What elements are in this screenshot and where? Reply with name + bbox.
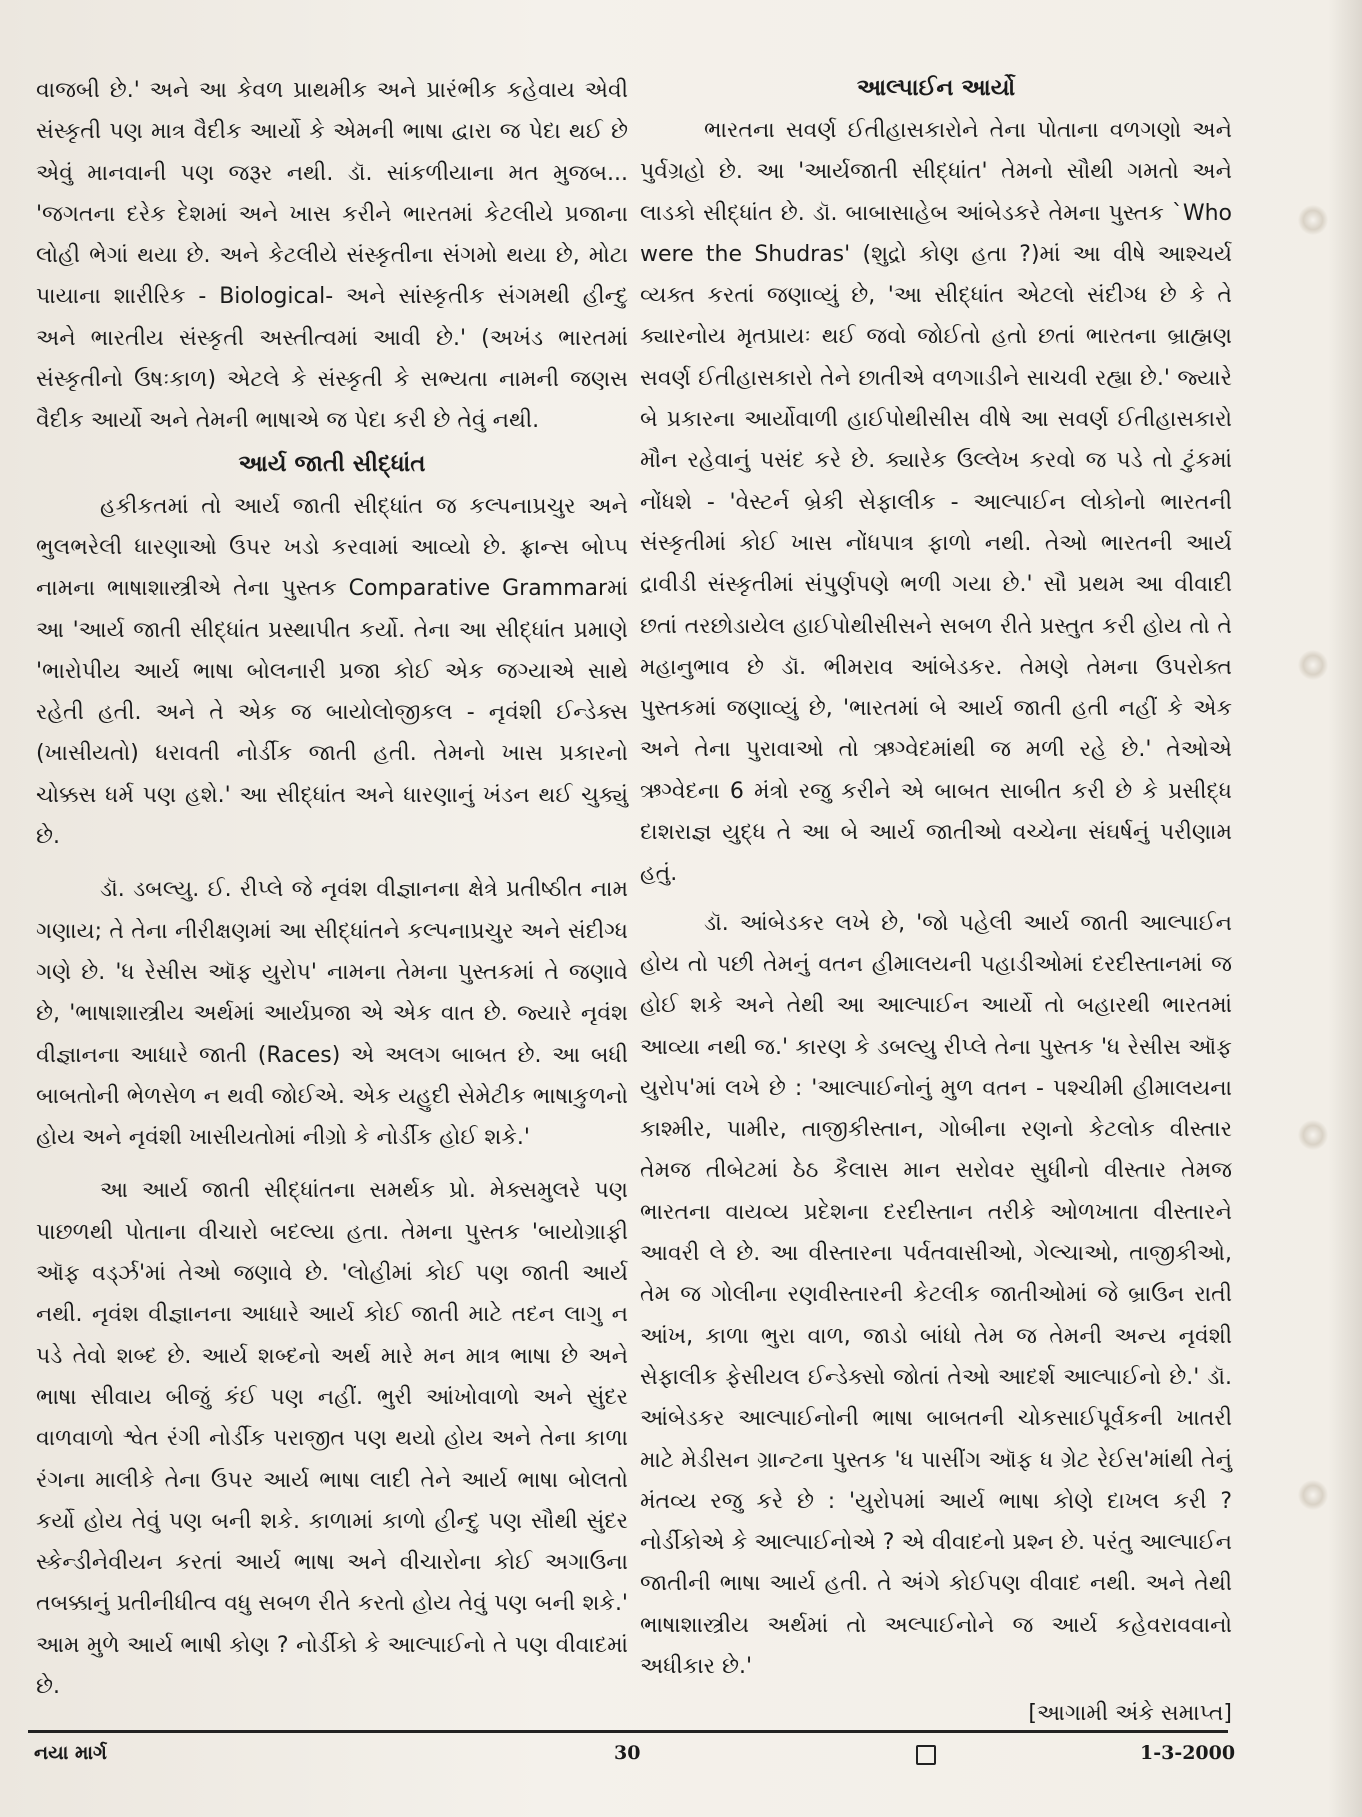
issue-date: 1-3-2000 (1140, 1742, 1236, 1764)
binding-hole-icon (1298, 650, 1328, 680)
page-number: 30 (614, 1742, 641, 1764)
section-heading: આર્ય જાતી સીદ્ધાંત (238, 450, 426, 477)
paragraph: ડૉ. ડબલ્યુ. ઈ. રીપ્લે જે નૃવંશ વીજ્ઞાનના ક્ષેત્રે પ્રતીષ્ઠીત નામ ગણાય; તે તેના નીરીક્ષણમાં આ સીદ્ધાંતને કલ્પનાપ્રચુર અને સંદીગ્ધ ગણે છે. 'ધ રેસીસ ઑફ યુરોપ' નામના તેમના પુસ્તકમાં તે જણાવે છે, 'ભાષાશાસ્ત્રીય અર્થમાં આર્યપ્રજા એ એક વાત છે. જ્યારે નૃવંશ વીજ્ઞાનના આધારે જાતી (Races) એ અલગ બાબત છે. આ બધી બાબતોની ભેળસેળ ન થવી જોઈએ. એક યહુદી સેમેટીક ભાષાકુળનો હોય અને નૃવંશી ખાસીયતોમાં નીગ્રો કે નોર્ડીક હોઈ શકે.' (36, 877, 629, 1151)
binding-hole-icon (1298, 205, 1328, 235)
section-heading: આલ્પાઈન આર્યો (856, 75, 1016, 101)
paragraph: ભારતના સવર્ણ ઈતીહાસકારોને તેના પોતાના વળગણો અને પુર્વગ્રહો છે. આ 'આર્યજાતી સીદ્ધાંત' તેમનો સૌથી ગમતો અને લાડકો સીદ્ધાંત છે. ડૉ. બાબાસાહેબ આંબેડકરે તેમના પુસ્તક `Who were the Shudras' (શુદ્રો કોણ હતા ?)માં આ વીષે આશ્ચર્ય વ્યક્ત કરતાં જણાવ્યું છે, 'આ સીદ્ધાંત એટલો સંદીગ્ધ છે કે તે ક્યારનોય મૃતપ્રાયઃ થઈ જવો જોઈતો હતો છતાં ભારતના બ્રાહ્મણ સવર્ણ ઈતીહાસકારો તેને છાતીએ વળગાડીને સાચવી રહ્યા છે.' જ્યારે બે પ્રકારના આર્યોવાળી હાઈપોથીસીસ વીષે આ સવર્ણ ઈતીહાસકારો મૌન રહેવાનું પસંદ કરે છે. ક્યારેક ઉલ્લેખ કરવો જ પડે તો ટુંકમાં નોંધશે - 'વેસ્ટર્ન બ્રેકી સેફાલીક - આલ્પાઈન લોકોનો ભારતની સંસ્કૃતીમાં કોઈ ખાસ નોંધપાત્ર ફાળો નથી. તેઓ ભારતની આર્ય દ્રાવીડી સંસ્કૃતીમાં સંપુર્ણપણે ભળી ગયા છે.' સૌ પ્રથમ આ વીવાદી છતાં તરછોડાયેલ હાઈપોથીસીસને સબળ રીતે પ્રસ્તુત કરી હોય તો તે મહાનુભાવ છે ડૉ. ભીમરાવ આંબેડકર. તેમણે તેમના ઉપરોક્ત પુસ્તકમાં જણાવ્યું છે, 'ભારતમાં બે આર્ય જાતી હતી નહીં કે એક અને તેના પુરાવાઓ તો ઋગ્વેદમાંથી જ મળી રહે છે.' તેઓએ ઋગ્વેદના 6 મંત્રો રજુ કરીને એ બાબત સાબીત કરી છે કે પ્રસીદ્ધ દાશરાજ્ઞ યુદ્ધ તે આ બે આર્ય જાતીઓ વચ્ચેના સંઘર્ષનું પરીણામ હતું. (640, 118, 1232, 887)
paragraph: હકીકતમાં તો આર્ય જાતી સીદ્ધાંત જ કલ્પનાપ્રચુર અને ભુલભરેલી ધારણાઓ ઉપર ખડો કરવામાં આવ્યો છે. ફ્રાન્સ બોપ્પ નામના ભાષાશાસ્ત્રીએ તેના પુસ્તક Comparative Grammarમાં આ 'આર્ય જાતી સીદ્ધાંત પ્રસ્થાપીત કર્યો. તેના આ સીદ્ધાંત પ્રમાણે 'ભારોપીય આર્ય ભાષા બોલનારી પ્રજા કોઈ એક જગ્યાએ સાથે રહેતી હતી. અને તે એક જ બાયોલોજીકલ - નૃવંશી ઈન્ડેક્સ (ખાસીયતો) ધરાવતી નોર્ડીક જાતી હતી. તેમનો ખાસ પ્રકારનો ચોક્કસ ધર્મ પણ હશે.' આ સીદ્ધાંત અને ધારણાનું ખંડન થઈ ચુક્યું છે. (36, 493, 628, 850)
continued-note: [આગામી અંકે સમાપ્ત] (1028, 1701, 1232, 1727)
right-column (640, 68, 1232, 1765)
end-of-article-icon (916, 1745, 936, 1765)
magazine-name: નયા માર્ગ (34, 1742, 107, 1764)
page-edge-shadow (1328, 0, 1362, 1817)
binding-hole-icon (1298, 1480, 1328, 1510)
binding-hole-icon (1298, 1120, 1328, 1150)
footer-divider (28, 1730, 1228, 1733)
paragraph: વાજબી છે.' અને આ કેવળ પ્રાથમીક અને પ્રારંભીક કહેવાય એવી સંસ્કૃતી પણ માત્ર વૈદીક આર્યો કે એમની ભાષા દ્વારા જ પેદા થઈ છે એવું માનવાની પણ જરૂર નથી. ડૉ. સાંકળીયાના મત મુજબ... 'જગતના દરેક દેશમાં અને ખાસ કરીને ભારતમાં કેટલીયે પ્રજાના લોહી ભેગાં થયા છે. અને કેટલીયે સંસ્કૃતીના સંગમો થયા છે, મોટા પાયાના શારીરિક - Biological- અને સાંસ્કૃતીક સંગમથી હીન્દુ અને ભારતીય સંસ્કૃતી અસ્તીત્વમાં આવી છે.' (અખંડ ભારતમાં સંસ્કૃતીનો ઉષઃકાળ) એટલે કે સંસ્કૃતી કે સભ્યતા નામની જણસ વૈદીક આર્યો અને તેમની ભાષાએ જ પેદા કરી છે તેવું નથી. (36, 78, 628, 434)
paragraph: આ આર્ય જાતી સીદ્ધાંતના સમર્થક પ્રો. મેક્સમુલરે પણ પાછળથી પોતાના વીચારો બદલ્યા હતા. તેમના પુસ્તક 'બાયોગ્રાફી ઑફ વર્ડ્ઝ'માં તેઓ જણાવે છે. 'લોહીમાં કોઈ પણ જાતી આર્ય નથી. નૃવંશ વીજ્ઞાનના આધારે આર્ય કોઈ જાતી માટે તદન લાગુ ન પડે તેવો શબ્દ છે. આર્ય શબ્દનો અર્થ મારે મન માત્ર ભાષા છે અને ભાષા સીવાય બીજું કંઈ પણ નહીં. ભુરી આંખોવાળો અને સુંદર વાળવાળો શ્વેત રંગી નોર્ડીક પરાજીત પણ થયો હોય અને તેના કાળા રંગના માલીકે તેના ઉપર આર્ય ભાષા લાદી તેને આર્ય ભાષા બોલતો કર્યો હોય તેવું પણ બની શકે. કાળામાં કાળો હીન્દુ પણ સૌથી સુંદર સ્કેન્ડીનેવીયન કરતાં આર્ય ભાષા અને વીચારોના કોઈ અગાઉના તબક્કાનું પ્રતીનીધીત્વ વધુ સબળ રીતે કરતો હોય તેવું પણ બની શકે.' આમ મુળે આર્ય ભાષી કોણ ? નોર્ડીકો કે આલ્પાઈનો તે પણ વીવાદમાં છે. (36, 1178, 628, 1699)
left-column (36, 70, 628, 1707)
paragraph: ડૉ. આંબેડકર લખે છે, 'જો પહેલી આર્ય જાતી આલ્પાઈન હોય તો પછી તેમનું વતન હીમાલયની પહાડીઓમાં દરદીસ્તાનમાં જ હોઈ શકે અને તેથી આ આલ્પાઈન આર્યો તો બહારથી ભારતમાં આવ્યા નથી જ.' કારણ કે ડબલ્યુ રીપ્લે તેના પુસ્તક 'ધ રેસીસ ઑફ યુરોપ'માં લખે છે : 'આલ્પાઈનોનું મુળ વતન - પશ્ચીમી હીમાલયના કાશ્મીર, પામીર, તાજીકીસ્તાન, ગોબીના રણનો કેટલોક વીસ્તાર તેમજ તીબેટમાં ઠેઠ કૈલાસ માન સરોવર સુધીનો વીસ્તાર તેમજ ભારતના વાયવ્ય પ્રદેશના દરદીસ્તાન તરીકે ઓળખાતા વીસ્તારને આવરી લે છે. આ વીસ્તારના પર્વતવાસીઓ, ગેલ્ચાઓ, તાજીકીઓ, તેમ જ ગોલીના રણવીસ્તારની કેટલીક જાતીઓમાં જે બ્રાઉન રાતી આંખ, કાળા ભુરા વાળ, જાડો બાંધો તેમ જ તેમની અન્ય નૃવંશી સેફાલીક ફેસીયલ ઈન્ડેક્સો જોતાં તેઓ આદર્શ આલ્પાઈનો છે.' ડૉ. આંબેડકર આલ્પાઈનોની ભાષા બાબતની ચોકસાઈપૂર્વકની ખાતરી માટે મેડીસન ગ્રાન્ટના પુસ્તક 'ધ પાસીંગ ઑફ ધ ગ્રેટ રેઈસ'માંથી તેનું મંતવ્ય રજુ કરે છે : 'યુરોપમાં આર્ય ભાષા કોણે દાખલ કરી ? નોર્ડીકોએ કે આલ્પાઈનોએ ? એ વીવાદનો પ્રશ્ન છે. પરંતુ આલ્પાઈન જાતીની ભાષા આર્ય હતી. તે અંગે કોઈપણ વીવાદ નથી. અને તેથી ભાષાશાસ્ત્રીય અર્થમાં તો અલ્પાઈનોને જ આર્ય કહેવરાવવાનો અધીકાર છે.' (640, 910, 1232, 1679)
